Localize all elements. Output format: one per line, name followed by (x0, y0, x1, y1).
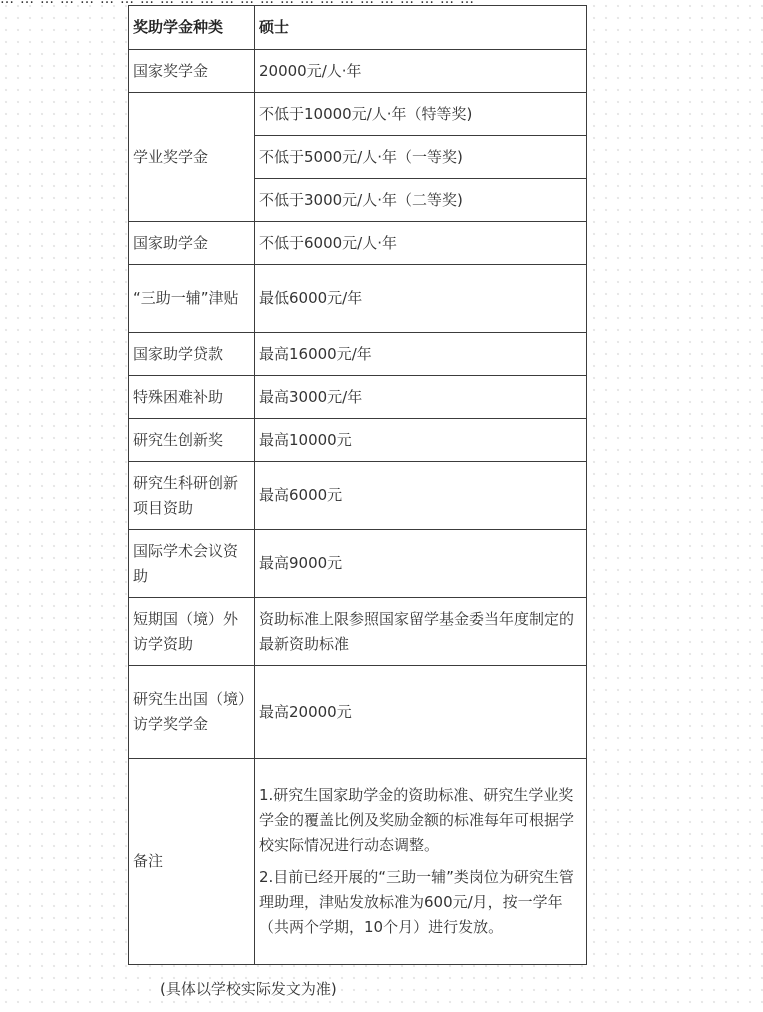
row-value: 不低于5000元/人·年（一等奖) (255, 136, 587, 179)
table-row (129, 50, 587, 93)
row-category: 国家助学金 (129, 222, 255, 265)
row-value: 最高20000元 (255, 666, 587, 759)
row-category: “三助一辅”津贴 (129, 265, 255, 333)
row-category: 特殊困难补助 (129, 376, 255, 419)
notes-category: 备注 (129, 759, 255, 965)
row-category: 国家助学贷款 (129, 333, 255, 376)
table-row (129, 666, 587, 759)
table-row (129, 530, 587, 598)
row-category: 研究生出国（境）访学奖学金 (129, 666, 255, 759)
table-row (129, 222, 587, 265)
row-value: 不低于10000元/人·年（特等奖) (255, 93, 587, 136)
table-header-row (129, 6, 587, 50)
row-value: 最高10000元 (255, 419, 587, 462)
scholarship-table (128, 5, 587, 965)
row-value: 不低于6000元/人·年 (255, 222, 587, 265)
row-value: 最高9000元 (255, 530, 587, 598)
table-row (129, 598, 587, 666)
table-row (129, 462, 587, 530)
row-category: 国家奖学金 (129, 50, 255, 93)
notes-row (129, 759, 587, 965)
header-category: 奖助学金种类 (129, 6, 255, 50)
note-paragraph: 1.研究生国家助学金的资助标准、研究生学业奖学金的覆盖比例及奖励金额的标准每年可根据学校实际情况进行动态调整。 (259, 786, 575, 854)
table-row (129, 419, 587, 462)
row-category: 国际学术会议资助 (129, 530, 255, 598)
note-paragraph: 2.目前已经开展的“三助一辅”类岗位为研究生管理助理，津贴发放标准为600元/月，按一学年（共两个学期，10个月）进行发放。 (259, 868, 574, 936)
table-row (129, 333, 587, 376)
row-category: 学业奖学金 (129, 93, 255, 222)
row-category: 研究生科研创新项目资助 (129, 462, 255, 530)
table-row (129, 265, 587, 333)
header-level: 硕士 (255, 6, 587, 50)
row-value: 不低于3000元/人·年（二等奖) (255, 179, 587, 222)
row-value: 资助标准上限参照国家留学基金委当年度制定的最新资助标准 (255, 598, 587, 666)
footer-note: (具体以学校实际发文为准) (160, 980, 337, 998)
row-category: 短期国（境）外访学资助 (129, 598, 255, 666)
row-value: 最高3000元/年 (255, 376, 587, 419)
row-value: 最高6000元 (255, 462, 587, 530)
table-row (129, 93, 587, 136)
row-value: 20000元/人·年 (255, 50, 587, 93)
row-value: 最低6000元/年 (255, 265, 587, 333)
row-value: 最高16000元/年 (255, 333, 587, 376)
table-row (129, 376, 587, 419)
row-category: 研究生创新奖 (129, 419, 255, 462)
notes-cell (255, 759, 587, 965)
